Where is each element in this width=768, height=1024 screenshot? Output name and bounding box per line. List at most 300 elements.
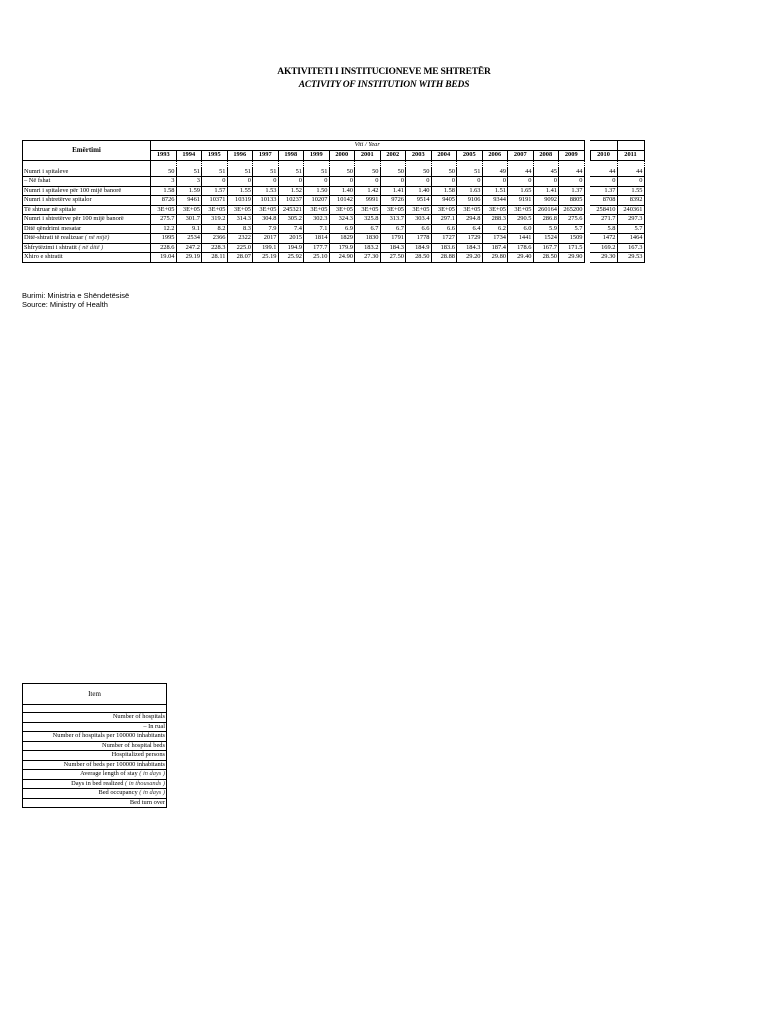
table-cell: 3E+05 [304, 205, 330, 215]
table-cell: 167.7 [533, 243, 559, 253]
table-cell: 1778 [406, 234, 432, 244]
table-cell: 9726 [380, 196, 406, 206]
year-header: 1997 [253, 150, 279, 160]
row-label-text: – Në fshat [24, 177, 51, 184]
table-cell: 28.50 [533, 253, 559, 263]
title-english: ACTIVITY OF INSTITUTION WITH BEDS [298, 80, 470, 90]
table-cell: 51 [202, 168, 228, 177]
header-row-top [23, 141, 645, 151]
table-cell: 6.0 [508, 224, 534, 234]
table-cell: 297.3 [617, 215, 644, 225]
table-cell: 1814 [304, 234, 330, 244]
table-cell: 1.55 [227, 186, 253, 196]
year-header: 2011 [617, 150, 644, 160]
table-cell: 1791 [380, 234, 406, 244]
table-cell: 2366 [202, 234, 228, 244]
items-label-text: Days in bed realized [71, 779, 124, 787]
table-cell: 5.9 [533, 224, 559, 234]
items-label [23, 722, 167, 732]
items-row [23, 713, 167, 723]
spacer-cell [406, 160, 432, 168]
table-cell: 1830 [355, 234, 381, 244]
year-group-header: Viti / Year [151, 141, 585, 151]
table-cell: 183.6 [431, 243, 457, 253]
table-cell: 9344 [482, 196, 508, 206]
table-cell: 44 [590, 168, 617, 177]
table-cell: 3E+05 [380, 205, 406, 215]
table-cell: 3E+05 [431, 205, 457, 215]
table-cell: 0 [533, 177, 559, 187]
table-cell: 8805 [559, 196, 585, 206]
table-cell: 0 [253, 177, 279, 187]
table-cell: 5.7 [559, 224, 585, 234]
table-cell: 228.3 [202, 243, 228, 253]
table-cell: 305.2 [278, 215, 304, 225]
spacer-cell [278, 160, 304, 168]
source-albanian: Burimi: Ministria e Shëndetësisë [22, 291, 130, 300]
table-cell: 258410 [590, 205, 617, 215]
table-row [23, 177, 645, 187]
table-cell: 1.37 [559, 186, 585, 196]
table-cell: 51 [278, 168, 304, 177]
table-cell: 51 [253, 168, 279, 177]
table-row [23, 224, 645, 234]
year-header: 2002 [380, 150, 406, 160]
table-cell: 3E+05 [508, 205, 534, 215]
items-label-text: Hospitalized persons [111, 751, 165, 758]
table-cell: 8.2 [202, 224, 228, 234]
year-header: 2008 [533, 150, 559, 160]
table-cell: 260164 [533, 205, 559, 215]
items-label-text: Bed turn over [129, 798, 165, 806]
table-cell: 50 [151, 168, 177, 177]
table-cell: 28.50 [406, 253, 432, 263]
table-row [23, 168, 645, 177]
table-cell: 0 [380, 177, 406, 187]
table-cell: 19.04 [151, 253, 177, 263]
table-cell: 45 [533, 168, 559, 177]
table-cell: 1.41 [380, 186, 406, 196]
spacer-cell [533, 160, 559, 168]
items-row [23, 779, 167, 789]
table-cell: 10237 [278, 196, 304, 206]
table-cell: 302.3 [304, 215, 330, 225]
items-label [23, 713, 167, 723]
table-cell: 1829 [329, 234, 355, 244]
table-cell: 294.8 [457, 215, 483, 225]
table-cell: 3E+05 [457, 205, 483, 215]
title-albanian: AKTIVITETI I INSTITUCIONEVE ME SHTRETËR [277, 67, 491, 77]
table-cell: 179.9 [329, 243, 355, 253]
table-row [23, 196, 645, 206]
table-cell: 28.88 [431, 253, 457, 263]
year-header: 1999 [304, 150, 330, 160]
items-row [23, 760, 167, 770]
table-cell: 1.40 [406, 186, 432, 196]
table-cell: 1995 [151, 234, 177, 244]
table-cell: 1.59 [176, 186, 202, 196]
table-cell: 319.2 [202, 215, 228, 225]
table-cell: 0 [278, 177, 304, 187]
items-label [23, 770, 167, 780]
table-row [23, 234, 645, 244]
table-cell: 2015 [278, 234, 304, 244]
table-cell: 1464 [617, 234, 644, 244]
spacer-cell [355, 160, 381, 168]
table-cell: 9106 [457, 196, 483, 206]
year-header: 1993 [151, 150, 177, 160]
table-cell: 10142 [329, 196, 355, 206]
items-row [23, 789, 167, 799]
table-cell: 0 [617, 177, 644, 187]
table-cell: 1.52 [278, 186, 304, 196]
year-header: 2005 [457, 150, 483, 160]
spacer-cell [227, 160, 253, 168]
table-cell: 29.90 [559, 253, 585, 263]
table-cell: 0 [482, 177, 508, 187]
table-cell: 313.7 [380, 215, 406, 225]
items-row [23, 751, 167, 761]
table-cell: 7.9 [253, 224, 279, 234]
year-header: 2006 [482, 150, 508, 160]
table-cell: 0 [508, 177, 534, 187]
items-header-row [23, 684, 167, 705]
row-label-text: Xhiro e shtratit [24, 253, 63, 260]
table-cell: 49 [482, 168, 508, 177]
items-row [23, 741, 167, 751]
table-row [23, 215, 645, 225]
table-cell: 275.6 [559, 215, 585, 225]
spacer-cell [482, 160, 508, 168]
table-cell: 5.8 [590, 224, 617, 234]
table-cell: 178.6 [508, 243, 534, 253]
table-cell: 50 [406, 168, 432, 177]
items-table [22, 683, 167, 808]
table-cell: 1.50 [304, 186, 330, 196]
table-cell: 12.2 [151, 224, 177, 234]
table-cell: 290.5 [508, 215, 534, 225]
spacer-row [23, 160, 645, 168]
table-cell: 29.53 [617, 253, 644, 263]
table-cell: 29.20 [457, 253, 483, 263]
items-label-text: Number of hospitals per 100000 inhabitants [52, 732, 165, 739]
table-cell: 1.57 [202, 186, 228, 196]
items-label-text: Bed occupancy [98, 789, 138, 796]
table-cell: 29.19 [176, 253, 202, 263]
year-header: 1998 [278, 150, 304, 160]
spacer-cell [508, 160, 534, 168]
spacer-cell [176, 160, 202, 168]
table-cell: 51 [304, 168, 330, 177]
row-label-text: Ditë qëndrimi mesatar [24, 224, 82, 232]
row-label [23, 205, 151, 215]
table-cell: 25.19 [253, 253, 279, 263]
items-label [23, 751, 167, 761]
table-row [23, 253, 645, 263]
row-label [23, 253, 151, 263]
emertimi-header: Emërtimi [23, 141, 151, 161]
table-row [23, 243, 645, 253]
spacer-cell [329, 160, 355, 168]
table-cell: 1472 [590, 234, 617, 244]
items-label [23, 760, 167, 770]
spacer-cell [151, 160, 177, 168]
table-cell: 184.3 [380, 243, 406, 253]
table-cell: 29.40 [508, 253, 534, 263]
table-cell: 304.8 [253, 215, 279, 225]
spacer-cell [380, 160, 406, 168]
table-cell: 171.5 [559, 243, 585, 253]
table-cell: 1729 [457, 234, 483, 244]
table-cell: 325.8 [355, 215, 381, 225]
table-cell: 28.11 [202, 253, 228, 263]
row-label-text: Të shtruar në spitale [24, 205, 76, 213]
table-cell: 51 [227, 168, 253, 177]
items-label-text: Average length of stay [80, 770, 138, 777]
table-cell: 51 [176, 168, 202, 177]
table-cell: 2322 [227, 234, 253, 244]
table-cell: 10207 [304, 196, 330, 206]
table-cell: 3E+05 [176, 205, 202, 215]
table-cell: 228.6 [151, 243, 177, 253]
spacer-cell [617, 160, 644, 168]
spacer-cell [457, 160, 483, 168]
year-header: 2001 [355, 150, 381, 160]
table-cell: 2017 [253, 234, 279, 244]
source-note [22, 291, 129, 309]
row-label [23, 215, 151, 225]
table-row [23, 186, 645, 196]
row-label-text: Ditë-shtrati të realizuar [24, 234, 84, 241]
table-cell: 3E+05 [482, 205, 508, 215]
row-label-text: Numri i spitaleve [24, 167, 69, 175]
source-english: Source: Ministry of Health [22, 300, 108, 309]
table-cell: 50 [355, 168, 381, 177]
items-row [23, 732, 167, 742]
items-label [23, 741, 167, 751]
table-cell: 50 [329, 168, 355, 177]
table-cell: 245321 [278, 205, 304, 215]
year-header: 1996 [227, 150, 253, 160]
table-cell: 24.90 [329, 253, 355, 263]
table-cell: 9191 [508, 196, 534, 206]
table-cell: 1524 [533, 234, 559, 244]
row-label-note: ( në mijë) [84, 234, 110, 241]
table-cell: 25.10 [304, 253, 330, 263]
table-cell: 10319 [227, 196, 253, 206]
table-cell: 301.7 [176, 215, 202, 225]
year-header: 2000 [329, 150, 355, 160]
items-row [23, 798, 167, 808]
table-cell: 0 [227, 177, 253, 187]
table-cell: 0 [431, 177, 457, 187]
table-cell: 9991 [355, 196, 381, 206]
table-cell: 1.58 [431, 186, 457, 196]
row-label [23, 234, 151, 244]
table-cell: 3 [176, 177, 202, 187]
table-cell: 8708 [590, 196, 617, 206]
table-cell: 27.50 [380, 253, 406, 263]
table-cell: 2534 [176, 234, 202, 244]
table-cell: 29.30 [590, 253, 617, 263]
table-cell: 3E+05 [202, 205, 228, 215]
table-cell: 9461 [176, 196, 202, 206]
table-cell: 29.80 [482, 253, 508, 263]
year-header: 2007 [508, 150, 534, 160]
table-cell: 288.3 [482, 215, 508, 225]
table-cell: 10133 [253, 196, 279, 206]
table-cell: 0 [329, 177, 355, 187]
table-cell: 9405 [431, 196, 457, 206]
table-cell: 1727 [431, 234, 457, 244]
table-cell: 44 [508, 168, 534, 177]
table-cell: 1509 [559, 234, 585, 244]
table-cell: 275.7 [151, 215, 177, 225]
table-cell: 27.30 [355, 253, 381, 263]
row-label-text: Numri i shtretërve spitalor [24, 196, 92, 203]
table-cell: 0 [202, 177, 228, 187]
table-cell: 51 [457, 168, 483, 177]
year-top-cell [590, 141, 617, 151]
row-label-text: Numri i shtretërve për 100 mijë banorë [24, 215, 124, 222]
year-header: 2010 [590, 150, 617, 160]
table-cell: 6.4 [457, 224, 483, 234]
table-cell: 0 [457, 177, 483, 187]
table-cell: 3E+05 [406, 205, 432, 215]
table-cell: 6.7 [355, 224, 381, 234]
table-cell: 1.55 [617, 186, 644, 196]
items-label-text: Number of hospital beds [101, 741, 165, 749]
table-cell: 169.2 [590, 243, 617, 253]
table-cell: 5.7 [617, 224, 644, 234]
table-cell: 50 [380, 168, 406, 177]
row-label-text: Shfrytëzimi i shtratit [24, 243, 77, 251]
year-header: 1995 [202, 150, 228, 160]
row-label [23, 224, 151, 234]
table-cell: 44 [617, 168, 644, 177]
items-label-note: ( in days ) [139, 770, 165, 777]
row-label [23, 186, 151, 196]
table-cell: 0 [355, 177, 381, 187]
table-cell: 324.3 [329, 215, 355, 225]
table-cell: 297.1 [431, 215, 457, 225]
table-cell: 3E+05 [227, 205, 253, 215]
table-cell: 3E+05 [253, 205, 279, 215]
spacer-cell [431, 160, 457, 168]
activity-table [22, 140, 645, 263]
row-label-note: ( në ditë ) [78, 243, 104, 251]
year-header: 2009 [559, 150, 585, 160]
table-cell: 199.1 [253, 243, 279, 253]
spacer-cell [304, 160, 330, 168]
table-cell: 9514 [406, 196, 432, 206]
table-cell: 25.92 [278, 253, 304, 263]
table-cell: 6.9 [329, 224, 355, 234]
table-cell: 1.63 [457, 186, 483, 196]
table-row [23, 205, 645, 215]
table-cell: 314.3 [227, 215, 253, 225]
table-cell: 177.7 [304, 243, 330, 253]
items-label [23, 732, 167, 742]
year-top-cell [617, 141, 644, 151]
table-cell: 1.58 [151, 186, 177, 196]
table-cell: 28.07 [227, 253, 253, 263]
items-label [23, 798, 167, 808]
table-cell: 6.6 [406, 224, 432, 234]
items-label-text: – In rual [143, 722, 165, 730]
row-label [23, 196, 151, 206]
items-label-note: ( in days ) [139, 789, 165, 796]
table-cell: 0 [559, 177, 585, 187]
table-cell: 6.6 [431, 224, 457, 234]
table-cell: 184.3 [457, 243, 483, 253]
table-cell: 0 [406, 177, 432, 187]
table-cell: 8392 [617, 196, 644, 206]
table-cell: 265200 [559, 205, 585, 215]
table-cell: 10371 [202, 196, 228, 206]
items-label [23, 779, 167, 789]
table-cell: 286.8 [533, 215, 559, 225]
table-cell: 225.0 [227, 243, 253, 253]
row-label-text: Numri i spitaleve për 100 mijë banorë [24, 186, 122, 194]
table-cell: 6.7 [380, 224, 406, 234]
table-cell: 187.4 [482, 243, 508, 253]
table-cell: 183.2 [355, 243, 381, 253]
table-cell: 247.2 [176, 243, 202, 253]
table-cell: 1734 [482, 234, 508, 244]
table-cell: 271.7 [590, 215, 617, 225]
table-cell: 3E+05 [151, 205, 177, 215]
spacer-cell [559, 160, 585, 168]
items-label [23, 789, 167, 799]
spacer-cell [253, 160, 279, 168]
table-cell: 44 [559, 168, 585, 177]
table-cell: 3E+05 [355, 205, 381, 215]
items-row [23, 722, 167, 732]
table-cell: 3E+05 [329, 205, 355, 215]
spacer-cell [23, 705, 167, 713]
table-cell: 1441 [508, 234, 534, 244]
table-cell: 7.1 [304, 224, 330, 234]
spacer-cell [23, 160, 151, 168]
table-cell: 0 [590, 177, 617, 187]
table-cell: 6.2 [482, 224, 508, 234]
table-cell: 9092 [533, 196, 559, 206]
table-cell: 1.40 [329, 186, 355, 196]
table-cell: 167.3 [617, 243, 644, 253]
table-cell: 3 [151, 177, 177, 187]
table-cell: 7.4 [278, 224, 304, 234]
table-cell: 0 [304, 177, 330, 187]
table-cell: 8726 [151, 196, 177, 206]
table-cell: 303.4 [406, 215, 432, 225]
table-cell: 9.1 [176, 224, 202, 234]
row-label [23, 177, 151, 187]
year-header: 1994 [176, 150, 202, 160]
table-cell: 184.9 [406, 243, 432, 253]
table-cell: 1.42 [355, 186, 381, 196]
table-cell: 1.65 [508, 186, 534, 196]
items-spacer-row [23, 705, 167, 713]
year-header: 2003 [406, 150, 432, 160]
table-cell: 240361 [617, 205, 644, 215]
table-cell: 1.37 [590, 186, 617, 196]
table-cell: 8.3 [227, 224, 253, 234]
table-cell: 1.53 [253, 186, 279, 196]
table-cell: 1.41 [533, 186, 559, 196]
items-label-note: ( in thousands ) [125, 779, 165, 787]
table-cell: 1.51 [482, 186, 508, 196]
